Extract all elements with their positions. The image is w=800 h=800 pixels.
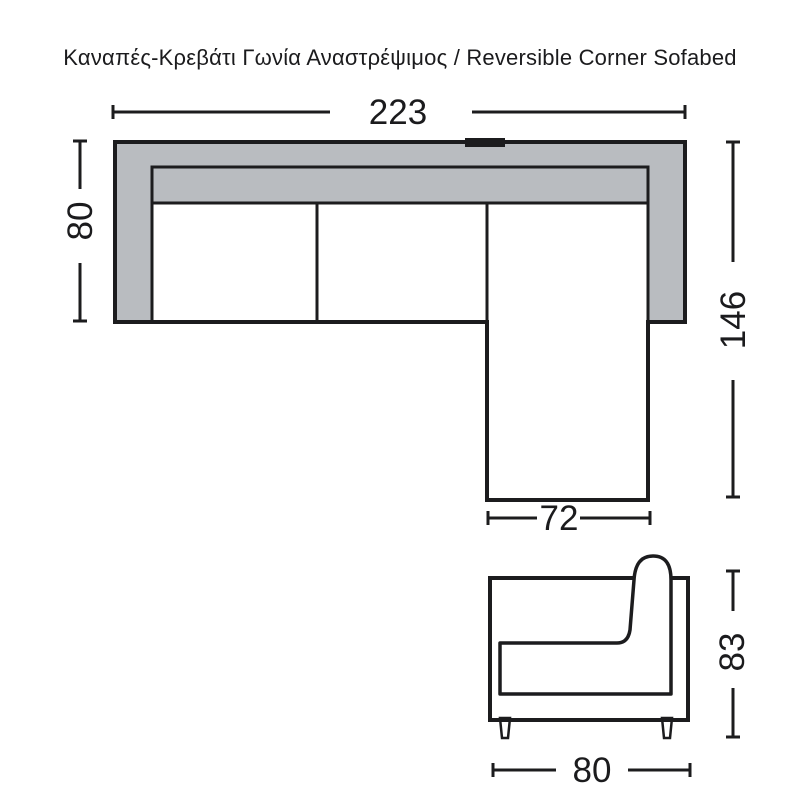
dim-side-height: [713, 571, 752, 737]
dim-side-width: [493, 751, 690, 790]
dim-label-right-depth: 146: [714, 290, 753, 350]
dim-right-depth: [714, 142, 753, 497]
side-view-group: [490, 556, 688, 738]
dim-left-depth: [61, 141, 100, 321]
dim-label-left-depth: 80: [61, 201, 100, 241]
dim-label-side-width: 80: [572, 751, 612, 790]
dim-label-side-height: 83: [713, 632, 752, 672]
dim-label-total-width: 223: [368, 93, 428, 132]
dim-label-chaise-width: 72: [539, 499, 579, 538]
diagram-title: Καναπές-Κρεβάτι Γωνία Αναστρέψιμος / Reversible Corner Sofabed: [63, 45, 737, 70]
dim-chaise-width: [488, 499, 650, 538]
top-view-group: [115, 138, 685, 500]
dim-total-width: [113, 93, 685, 132]
top-edge-notch: [465, 138, 505, 147]
seat-chaise-fill: [152, 203, 648, 500]
